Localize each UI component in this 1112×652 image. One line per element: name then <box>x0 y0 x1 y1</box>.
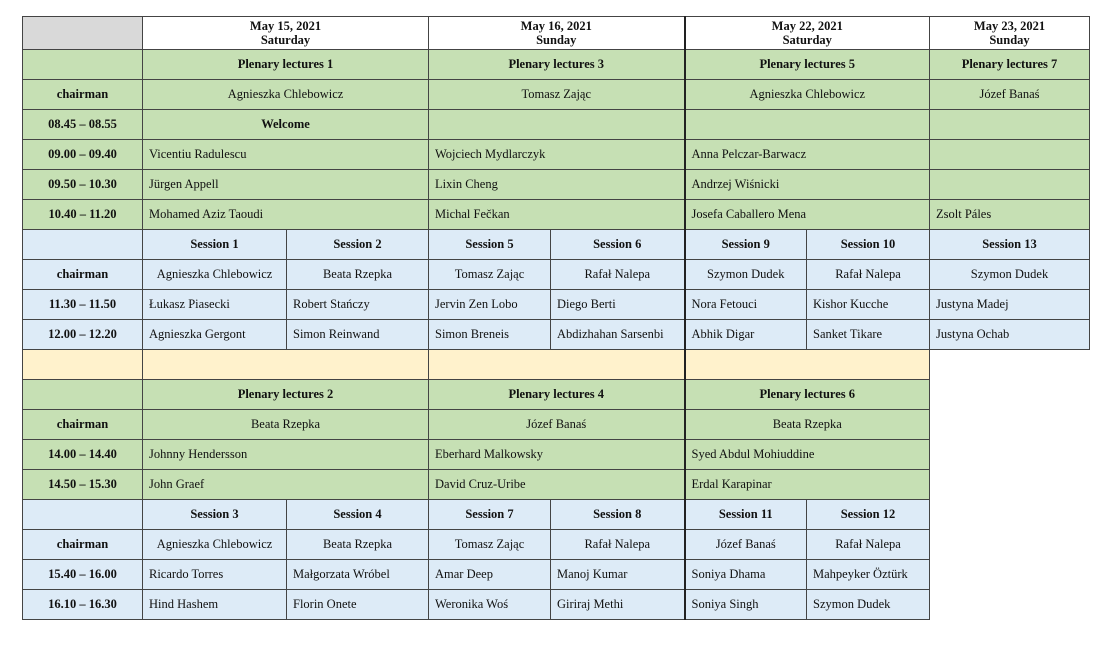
speaker-cell: Giriraj Methi <box>551 590 685 620</box>
speaker-cell: Jervin Zen Lobo <box>429 290 551 320</box>
speaker-cell: Johnny Hendersson <box>143 440 429 470</box>
session-title: Session 4 <box>287 500 429 530</box>
day-header-1 <box>143 17 429 50</box>
chairman-name: Tomasz Zając <box>429 530 551 560</box>
speaker-cell: Justyna Madej <box>930 290 1090 320</box>
break-cell <box>143 350 429 380</box>
plenary-title: Plenary lectures 5 <box>685 50 930 80</box>
empty-cell <box>930 590 1090 620</box>
speaker-cell: Syed Abdul Mohiuddine <box>685 440 930 470</box>
speaker-cell: Hind Hashem <box>143 590 287 620</box>
plenary-slot-row <box>23 140 1090 170</box>
plenary-slot-row <box>23 170 1090 200</box>
session-title: Session 9 <box>685 230 807 260</box>
speaker-cell: Simon Breneis <box>429 320 551 350</box>
session-title: Session 1 <box>143 230 287 260</box>
chairman-name: Agnieszka Chlebowicz <box>685 80 930 110</box>
session-title: Session 2 <box>287 230 429 260</box>
chairman-name: Beata Rzepka <box>143 410 429 440</box>
speaker-cell: Soniya Singh <box>685 590 807 620</box>
speaker-cell: Ricardo Torres <box>143 560 287 590</box>
time-cell: 16.10 – 16.30 <box>23 590 143 620</box>
chairman-label: chairman <box>23 410 143 440</box>
chairman-label: chairman <box>23 530 143 560</box>
speaker-cell: Łukasz Piasecki <box>143 290 287 320</box>
chairman-name: Beata Rzepka <box>685 410 930 440</box>
day-date: May 22, 2021 <box>771 19 843 33</box>
plenary-title: Plenary lectures 2 <box>143 380 429 410</box>
chairman-name: Beata Rzepka <box>287 530 429 560</box>
time-cell: 14.50 – 15.30 <box>23 470 143 500</box>
speaker-cell: Lixin Cheng <box>429 170 685 200</box>
time-cell: 09.50 – 10.30 <box>23 170 143 200</box>
time-cell: 11.30 – 11.50 <box>23 290 143 320</box>
plenary-chair-row <box>23 80 1090 110</box>
time-cell: 09.00 – 09.40 <box>23 140 143 170</box>
speaker-cell: Mahpeyker Öztürk <box>807 560 930 590</box>
speaker-cell <box>930 110 1090 140</box>
speaker-cell: Szymon Dudek <box>807 590 930 620</box>
time-cell <box>23 230 143 260</box>
speaker-cell <box>930 170 1090 200</box>
speaker-cell: Josefa Caballero Mena <box>685 200 930 230</box>
speaker-cell: Abhik Digar <box>685 320 807 350</box>
plenary-chair-row <box>23 410 1090 440</box>
day-header-row <box>23 17 1090 50</box>
chairman-name: Rafał Nalepa <box>807 530 930 560</box>
speaker-cell: Soniya Dhama <box>685 560 807 590</box>
speaker-cell: Michal Fečkan <box>429 200 685 230</box>
chairman-name: Józef Banaś <box>429 410 685 440</box>
speaker-cell: Diego Berti <box>551 290 685 320</box>
speaker-cell: Simon Reinwand <box>287 320 429 350</box>
speaker-cell: Eberhard Malkowsky <box>429 440 685 470</box>
session-title: Session 13 <box>930 230 1090 260</box>
speaker-cell <box>429 110 685 140</box>
plenary-slot-row <box>23 200 1090 230</box>
session-title: Session 12 <box>807 500 930 530</box>
speaker-cell: Vicentiu Radulescu <box>143 140 429 170</box>
day-weekday: Saturday <box>260 33 311 47</box>
chairman-name: Rafał Nalepa <box>551 260 685 290</box>
day-date: May 15, 2021 <box>249 19 322 33</box>
plenary-title-row <box>23 50 1090 80</box>
empty-cell <box>930 560 1090 590</box>
speaker-cell <box>930 140 1090 170</box>
session-chair-row <box>23 260 1090 290</box>
plenary-slot-row <box>23 110 1090 140</box>
session-title: Session 6 <box>551 230 685 260</box>
speaker-cell: Nora Fetouci <box>685 290 807 320</box>
speaker-cell: Andrzej Wiśnicki <box>685 170 930 200</box>
session-title: Session 10 <box>807 230 930 260</box>
plenary-slot-row <box>23 440 1090 470</box>
speaker-cell: David Cruz-Uribe <box>429 470 685 500</box>
day-weekday: Sunday <box>989 33 1030 47</box>
session-title: Session 7 <box>429 500 551 530</box>
break-cell <box>429 350 685 380</box>
speaker-cell: Justyna Ochab <box>930 320 1090 350</box>
chairman-label: chairman <box>23 260 143 290</box>
break-cell <box>685 350 930 380</box>
plenary-title: Plenary lectures 6 <box>685 380 930 410</box>
session-title-row <box>23 500 1090 530</box>
day-date: May 23, 2021 <box>973 19 1046 33</box>
chairman-name: Tomasz Zając <box>429 260 551 290</box>
chairman-name: Agnieszka Chlebowicz <box>143 260 287 290</box>
speaker-cell: Weronika Woś <box>429 590 551 620</box>
session-title: Session 5 <box>429 230 551 260</box>
speaker-cell: Abdizhahan Sarsenbi <box>551 320 685 350</box>
speaker-cell: Jürgen Appell <box>143 170 429 200</box>
day-date: May 16, 2021 <box>520 19 592 33</box>
time-cell <box>23 500 143 530</box>
chairman-name: Józef Banaś <box>685 530 807 560</box>
break-cell <box>23 350 143 380</box>
plenary-title: Plenary lectures 7 <box>930 50 1090 80</box>
speaker-cell: Robert Stańczy <box>287 290 429 320</box>
empty-cell <box>930 380 1090 410</box>
plenary-slot-row <box>23 470 1090 500</box>
corner-cell <box>23 17 143 50</box>
speaker-cell: Wojciech Mydlarczyk <box>429 140 685 170</box>
session-slot-row <box>23 320 1090 350</box>
chairman-name: Agnieszka Chlebowicz <box>143 530 287 560</box>
chairman-name: Szymon Dudek <box>685 260 807 290</box>
chairman-name: Agnieszka Chlebowicz <box>143 80 429 110</box>
speaker-cell: Amar Deep <box>429 560 551 590</box>
empty-cell <box>930 530 1090 560</box>
break-row <box>23 350 1090 380</box>
session-slot-row <box>23 290 1090 320</box>
plenary-title: Plenary lectures 1 <box>143 50 429 80</box>
session-slot-row <box>23 560 1090 590</box>
plenary-title: Plenary lectures 4 <box>429 380 685 410</box>
speaker-cell: Sanket Tikare <box>807 320 930 350</box>
speaker-cell: Małgorzata Wróbel <box>287 560 429 590</box>
speaker-cell: Agnieszka Gergont <box>143 320 287 350</box>
empty-cell <box>930 500 1090 530</box>
speaker-cell: Mohamed Aziz Taoudi <box>143 200 429 230</box>
speaker-cell: Manoj Kumar <box>551 560 685 590</box>
welcome-cell: Welcome <box>143 110 429 140</box>
plenary-title: Plenary lectures 3 <box>429 50 685 80</box>
time-cell: 08.45 – 08.55 <box>23 110 143 140</box>
session-title-row <box>23 230 1090 260</box>
speaker-cell: Zsolt Páles <box>930 200 1090 230</box>
chairman-name: Tomasz Zając <box>429 80 685 110</box>
empty-cell <box>930 410 1090 440</box>
time-cell: 14.00 – 14.40 <box>23 440 143 470</box>
day-header-4 <box>930 17 1090 50</box>
speaker-cell <box>685 110 930 140</box>
empty-cell <box>930 440 1090 470</box>
chairman-name: Józef Banaś <box>930 80 1090 110</box>
time-cell: 12.00 – 12.20 <box>23 320 143 350</box>
session-title: Session 8 <box>551 500 685 530</box>
chairman-name: Rafał Nalepa <box>551 530 685 560</box>
session-title: Session 3 <box>143 500 287 530</box>
speaker-cell: Kishor Kucche <box>807 290 930 320</box>
time-cell: 15.40 – 16.00 <box>23 560 143 590</box>
day-header-3 <box>685 17 930 50</box>
chairman-name: Beata Rzepka <box>287 260 429 290</box>
empty-cell <box>930 350 1090 380</box>
chairman-name: Szymon Dudek <box>930 260 1090 290</box>
time-cell: 10.40 – 11.20 <box>23 200 143 230</box>
day-header-2 <box>429 17 685 50</box>
schedule-table <box>22 16 1090 620</box>
speaker-cell: Anna Pelczar-Barwacz <box>685 140 930 170</box>
time-cell <box>23 380 143 410</box>
speaker-cell: John Graef <box>143 470 429 500</box>
chairman-label: chairman <box>23 80 143 110</box>
empty-cell <box>930 470 1090 500</box>
chairman-name: Rafał Nalepa <box>807 260 930 290</box>
day-weekday: Saturday <box>782 33 832 47</box>
day-weekday: Sunday <box>536 33 577 47</box>
time-cell <box>23 50 143 80</box>
speaker-cell: Florin Onete <box>287 590 429 620</box>
session-chair-row <box>23 530 1090 560</box>
session-title: Session 11 <box>685 500 807 530</box>
plenary-title-row <box>23 380 1090 410</box>
session-slot-row <box>23 590 1090 620</box>
speaker-cell: Erdal Karapinar <box>685 470 930 500</box>
